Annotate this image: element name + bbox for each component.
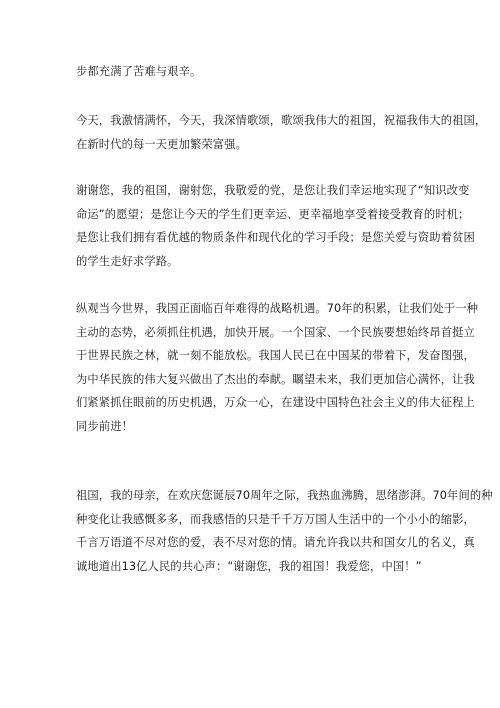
text-line: 在新时代的每一天更加繁荣富强。 bbox=[76, 137, 247, 151]
text-line: 于世界民族之林，就一刻不能放松。我国人民已在中国某的带着下，发奋图强， bbox=[76, 349, 475, 362]
text-line: 为中华民族的伟大复兴做出了杰出的奉献。瞩望未来，我们更加信心满怀，让我 bbox=[76, 372, 475, 386]
text-line: 今天，我激情满怀，今天，我深情歌颂，歌颂我伟大的祖国，祝福我伟大的祖国， bbox=[76, 114, 487, 127]
text-line: 祖国，我的母亲，在欢庆您诞辰70周年之际，我热血沸腾，思绪澎湃。70年间的种 bbox=[76, 489, 493, 502]
text-line: 步都充满了苦难与艰辛。 bbox=[76, 65, 202, 78]
text-line: 谢谢您，我的祖国，谢射您，我敬爱的党，是您让我们幸运地实现了“知识改变 bbox=[76, 184, 470, 197]
text-line: 们紧紧抓住眼前的历史机遇，万众一心，在建设中国特色社会主义的伟大征程上 bbox=[76, 396, 475, 409]
paragraph-5 bbox=[76, 484, 493, 578]
text-line: 同步前进！ bbox=[76, 419, 133, 433]
text-line: 命运”的愿望；是您让今天的学生们更幸运、更幸福地享受着接受教育的时机； bbox=[76, 207, 470, 221]
text-line: 千言万语道不尽对您的爱，表不尽对您的情。请允许我以共和国女儿的名义，真 bbox=[76, 536, 475, 549]
paragraph-4 bbox=[76, 297, 479, 438]
paragraph-1 bbox=[76, 60, 426, 84]
text-line: 是您让我们拥有看优越的物质条件和现代化的学习手段；是您关爱与资助着贫困 bbox=[76, 231, 475, 244]
text-line: 纵观当今世界，我国正面临百年难得的战略机遇。70年的积累，让我们处于一种 bbox=[76, 302, 479, 315]
paragraph-3 bbox=[76, 179, 475, 273]
text-line: 主动的态势，必须抓住机遇，加快开展。一个国家、一个民族要想始终昂首挺立 bbox=[76, 325, 475, 339]
text-line: 诚地道出13亿人民的共心声：“谢谢您，我的祖国！我爱您，中国！” bbox=[76, 559, 422, 573]
text-line: 种变化让我感慨多多，而我感悟的只是千千万万国人生活中的一个小小的缩影， bbox=[76, 512, 475, 526]
text-line: 的学生走好求学路。 bbox=[76, 254, 179, 268]
paragraph-2 bbox=[76, 109, 487, 156]
